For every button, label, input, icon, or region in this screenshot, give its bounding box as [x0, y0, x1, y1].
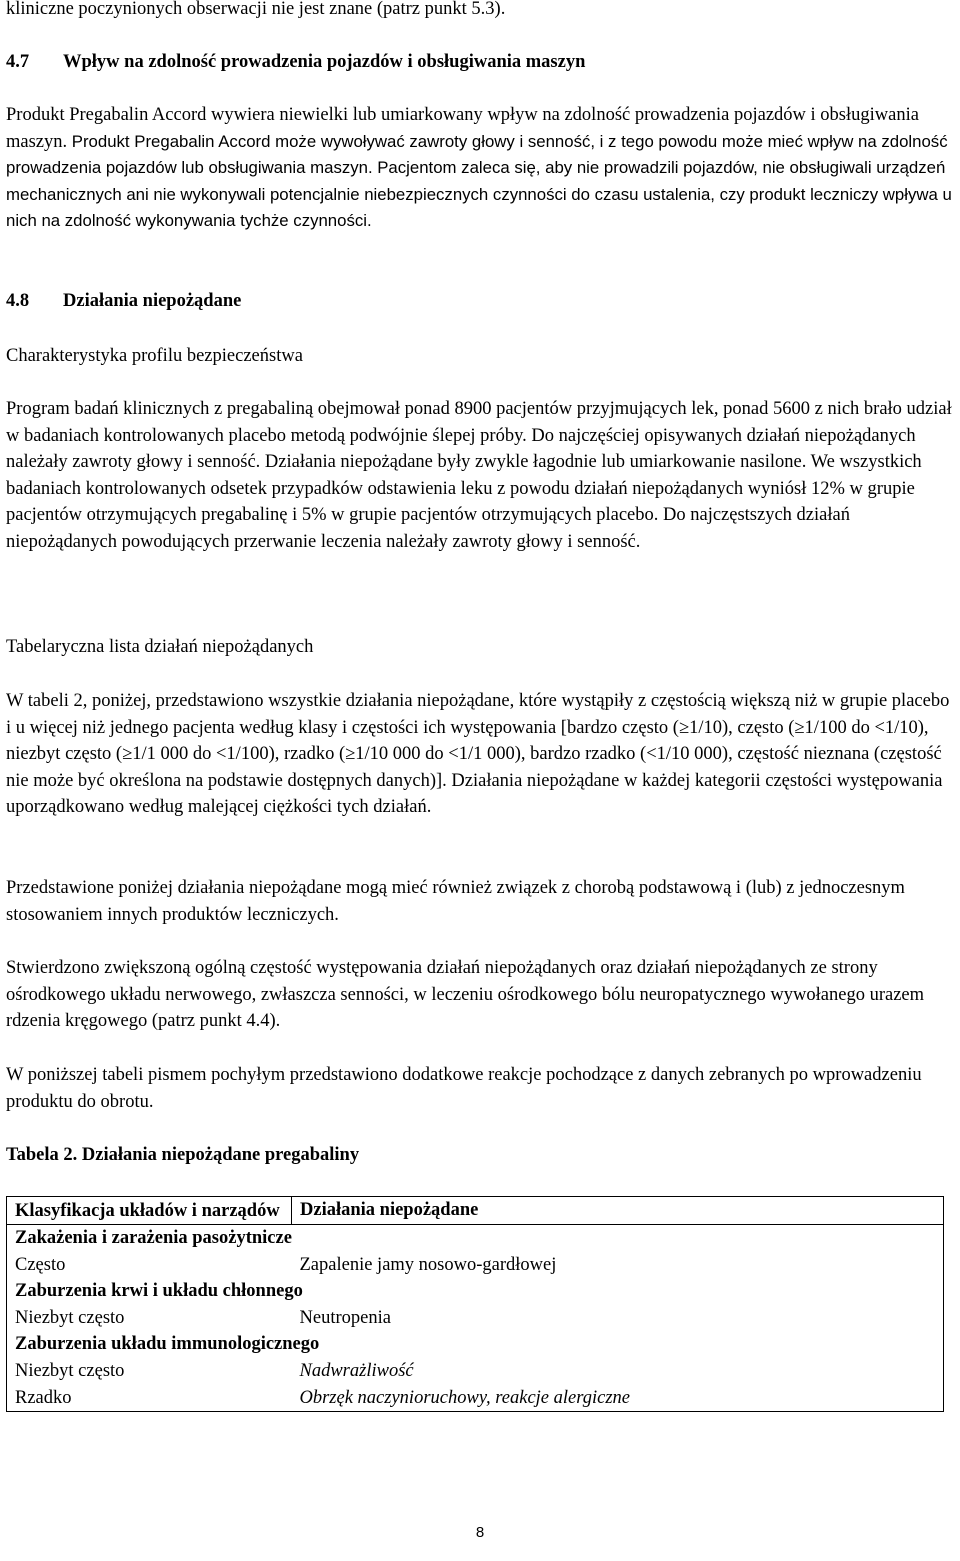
section-heading-4-8 — [6, 288, 241, 315]
frequency-cell: Rzadko — [7, 1385, 292, 1412]
paragraph-driving — [6, 102, 954, 235]
reaction-cell: Nadwrażliwość — [292, 1358, 944, 1385]
frequency-cell: Niezbyt często — [7, 1358, 292, 1385]
table2-title: Tabela 2. Działania niepożądane pregabaliny — [6, 1145, 360, 1165]
table-row — [7, 1358, 944, 1385]
table-group-row — [7, 1278, 944, 1305]
table-group-row — [7, 1225, 944, 1252]
page-number: 8 — [475, 1524, 485, 1541]
reaction-cell: Obrzęk naczynioruchowy, reakcje alergiczne — [292, 1385, 944, 1412]
reaction-cell: Zapalenie jamy nosowo-gardłowej — [292, 1252, 944, 1279]
table-row — [7, 1252, 944, 1279]
section-heading-4-7 — [6, 49, 585, 76]
reaction-cell: Neutropenia — [292, 1305, 944, 1332]
paragraph-clinical-program: Program badań klinicznych z pregabaliną obejmował ponad 8900 pacjentów przyjmujących lek, ponad 5600 z nich brało udział w badaniach kontrolowanych placebo metodą podwójnie ślepej próby. Do najczęściej opisywanych działań niepożądanych należały zawroty głowy i senność. Działania niepożądane były zwykle łagodnie lub umiarkowanie nasilone. We wszystkich badaniach kontrolowanych odsetek przypadków odstawienia leku z powodu działań niepożądanych wyniósł 12% w grupie pacjentów otrzymujących pregabalinę i 5% w grupie pacjentów otrzymujących placebo. Do najczęstszych działań niepożądanych powodujących przerwanie leczenia należały zawroty głowy i senność. — [6, 399, 952, 552]
paragraph-driving-part2: Produkt Pregabalin Accord może wywoływać zawroty głowy i senność, i z tego powodu może mieć wpływ na zdolność prowadzenia pojazdów lub obsługiwania maszyn. — [6, 131, 948, 178]
header-reactions: Działania niepożądane — [292, 1197, 944, 1225]
table-row — [7, 1385, 944, 1412]
section-number: 4.7 — [6, 52, 30, 72]
paragraph-spinal-cord: Stwierdzono zwiększoną ogólną częstość występowania działań niepożądanych oraz działań niepożądanych ze strony ośrodkowego układu nerwowego, zwłaszcza senności, w leczeniu ośrodkowego bólu neuropatycznego wywołanego urazem rdzenia kręgowego (patrz punkt 4.4). — [6, 958, 925, 1032]
paragraph-underlying-disease: Przedstawione poniżej działania niepożądane mogą mieć również związek z chorobą podstawową i (lub) z jednoczesnym stosowaniem innych produktów leczniczych. — [6, 878, 905, 925]
table-header-row — [7, 1197, 944, 1225]
paragraph-driving-part1: Produkt Pregabalin Accord wywiera niewielki lub umiarkowany wpływ na zdolność prowadzenia pojazdów i obsługiwania maszyn. — [6, 105, 919, 152]
section-title: Działania niepożądane — [63, 291, 242, 311]
group-blood: Zaburzenia krwi i układu chłonnego — [7, 1278, 944, 1305]
group-infections: Zakażenia i zarażenia pasożytnicze — [7, 1225, 944, 1252]
continued-text-line: kliniczne poczynionych obserwacji nie jest znane (patrz punkt 5.3). — [6, 0, 506, 19]
table-row — [7, 1305, 944, 1332]
frequency-cell: Często — [7, 1252, 292, 1279]
paragraph-table2-intro: W tabeli 2, poniżej, przedstawiono wszystkie działania niepożądane, które wystąpiły z częstością większą niż w grupie placebo i u więcej niż jednego pacjenta według klasy i częstości ich występowania [bardzo często (≥1/10), często (≥1/100 do <1/10), niezbyt często (≥1/1 000 do <1/100), rzadko (≥1/10 000 do <1/1 000), bardzo rzadko (<1/10 000), częstość nieznana (częstość nie może być określona na podstawie dostępnych danych)]. Działania niepożądane w każdej kategorii częstości występowania uporządkowano według malejącej ciężkości tych działań. — [6, 691, 950, 818]
paragraph-postmarketing-note: W poniższej tabeli pismem pochyłym przedstawiono dodatkowe reakcje pochodzące z danych zebranych po wprowadzeniu produktu do obrotu. — [6, 1065, 922, 1112]
adverse-reactions-table — [6, 1196, 944, 1412]
subheading-safety-profile: Charakterystyka profilu bezpieczeństwa — [6, 346, 303, 366]
section-number: 4.8 — [6, 291, 30, 311]
header-soc: Klasyfikacja układów i narządów — [7, 1197, 292, 1225]
subheading-tabulated-list: Tabelaryczna lista działań niepożądanych — [6, 637, 314, 657]
paragraph-driving-part3: Pacjentom zaleca się, aby nie prowadzili pojazdów, nie obsługiwali urządzeń mechanicznych ani nie wykonywali potencjalnie niebezpiecznych czynności do czasu ustalenia, czy produkt leczniczy wpływa u nich na zdolność wykonywania tychże czynności. — [6, 158, 952, 231]
frequency-cell: Niezbyt często — [7, 1305, 292, 1332]
group-immune: Zaburzenia układu immunologicznego — [7, 1331, 944, 1358]
table-group-row — [7, 1331, 944, 1358]
section-title: Wpływ na zdolność prowadzenia pojazdów i obsługiwania maszyn — [63, 52, 586, 72]
